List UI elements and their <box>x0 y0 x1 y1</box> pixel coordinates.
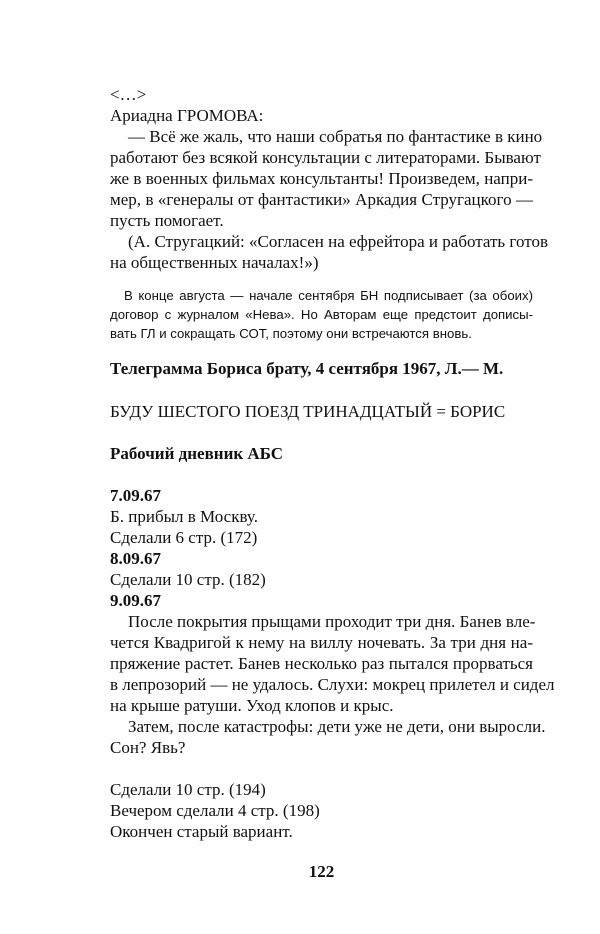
diary-heading: Рабочий дневник АБС <box>110 444 284 463</box>
diary-line: на крыше ратуши. Уход клопов и крыс. <box>110 696 394 715</box>
speech-line: пусть помогает. <box>110 211 224 230</box>
diary-line: Вечером сделали 4 стр. (198) <box>110 801 320 820</box>
diary-line: Окончен старый вариант. <box>110 822 293 841</box>
commentary-line: В конце августа — начале сентября БН подписывает (за обоих) <box>124 288 533 303</box>
speech-line: — Всё же жаль, что наши собратья по фантастике в кино <box>128 127 543 146</box>
diary-line: в лепрозорий — не удалось. Слухи: мокрец прилетел и сидел <box>110 675 555 694</box>
telegram-text: БУДУ ШЕСТОГО ПОЕЗД ТРИНАДЦАТЫЙ = БОРИС <box>110 402 506 421</box>
commentary-line: договор с журналом «Нева». Но Авторам еще предстоит дописы- <box>110 307 533 322</box>
diary-line: пряжение растет. Банев несколько раз пытался прорваться <box>110 654 533 673</box>
reply-line: на общественных началах!») <box>110 253 319 272</box>
ellipsis-marker: <…> <box>110 85 147 104</box>
diary-line: Затем, после катастрофы: дети уже не дети, они выросли. <box>128 717 546 736</box>
diary-line: Б. прибыл в Москву. <box>110 507 258 526</box>
diary-date: 9.09.67 <box>110 591 161 610</box>
commentary-line: вать ГЛ и сокращать СОТ, поэтому они встречаются вновь. <box>110 326 472 341</box>
diary-date: 8.09.67 <box>110 549 161 568</box>
speech-line: же в военных фильмах консультанты! Произведем, напри- <box>110 169 533 188</box>
diary-line: Сделали 10 стр. (182) <box>110 570 266 589</box>
speaker-name: Ариадна ГРОМОВА: <box>110 106 264 125</box>
diary-line: чется Квадригой к нему на виллу ночевать. За три дня на- <box>110 633 533 652</box>
diary-line: Сделали 6 стр. (172) <box>110 528 258 547</box>
page-number: 122 <box>308 862 335 881</box>
reply-line: (А. Стругацкий: «Согласен на ефрейтора и работать готов <box>128 232 548 251</box>
diary-date: 7.09.67 <box>110 486 161 505</box>
speech-line: работают без всякой консультации с литераторами. Бывают <box>110 148 541 167</box>
diary-line: Сон? Явь? <box>110 738 186 757</box>
diary-line: Сделали 10 стр. (194) <box>110 780 266 799</box>
diary-line: После покрытия прыщами проходит три дня. Банев вле- <box>128 612 536 631</box>
speech-line: мер, в «генералы от фантастики» Аркадия Стругацкого — <box>110 190 533 209</box>
telegram-heading: Телеграмма Бориса брату, 4 сентября 1967, Л.— М. <box>110 359 504 378</box>
